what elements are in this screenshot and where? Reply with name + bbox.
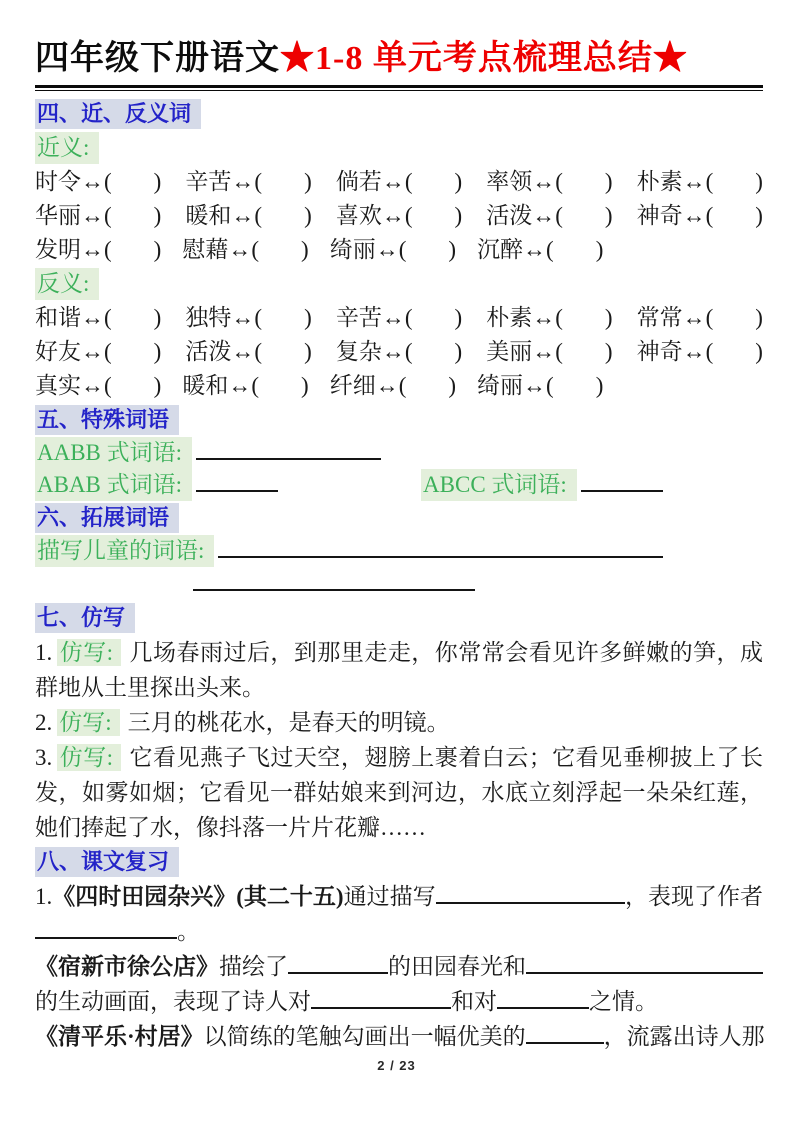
word-label: 神奇 <box>636 339 683 364</box>
page-number: 2 / 23 <box>377 1058 416 1073</box>
synonym-row <box>35 233 763 267</box>
fill-blank <box>35 919 177 939</box>
antonym-row <box>35 301 763 335</box>
arrow-open-paren-glyph: ↔( <box>682 169 714 194</box>
word-label: 暖和 <box>185 203 232 228</box>
close-paren-glyph: ) <box>604 305 613 330</box>
word-label: 活泼 <box>185 339 232 364</box>
close-paren-glyph: ) <box>755 305 763 330</box>
arrow-open-paren-glyph: ↔( <box>231 305 263 330</box>
word-label: 辛苦 <box>185 169 232 194</box>
imitation-item <box>35 705 763 740</box>
fill-blank <box>218 538 663 558</box>
close-paren-glyph: ) <box>454 203 463 228</box>
arrow-open-paren-glyph: ↔( <box>81 305 112 330</box>
page-title-red: ★1-8 单元考点梳理总结★ <box>280 40 688 77</box>
word-pair <box>336 301 462 335</box>
fill-blank <box>311 989 451 1009</box>
review-text: ，流露出诗人那 <box>603 1024 765 1049</box>
word-label: 独特 <box>185 305 232 330</box>
imitation-tag: 仿写: <box>57 639 121 666</box>
arrow-open-paren-glyph: ↔( <box>532 203 563 228</box>
word-pair <box>336 199 462 233</box>
arrow-open-paren-glyph: ↔( <box>523 373 554 398</box>
abab-label: ABAB 式词语: <box>35 469 192 501</box>
section-heading-text-review: 八、课文复习 <box>35 847 179 877</box>
imitation-text: 它看见燕子飞过天空，翅膀上裹着白云；它看见垂柳披上了长发，如雾如烟；它看见一群姑娘来到河边，水底立刻浮起一朵朵红莲，她们捧起了水，像抖落一片片花瓣…… <box>35 745 764 840</box>
children-words-line <box>35 535 763 567</box>
close-paren-glyph: ) <box>153 373 162 398</box>
fill-blank <box>436 884 625 904</box>
fill-blank <box>196 440 381 460</box>
word-pair <box>637 301 763 335</box>
review-line-1 <box>35 879 763 914</box>
close-paren-glyph: ) <box>454 305 463 330</box>
word-pair <box>486 165 612 199</box>
close-paren-glyph: ) <box>604 169 613 194</box>
close-paren-glyph: ) <box>153 169 162 194</box>
review-text: 的生动画面，表现了诗人对 <box>35 989 311 1014</box>
arrow-open-paren-glyph: ↔( <box>81 339 112 364</box>
word-label: 倘若 <box>335 169 382 194</box>
review-text: 以简练的笔触勾画出一幅优美的 <box>203 1024 526 1049</box>
arrow-open-paren-glyph: ↔( <box>532 305 563 330</box>
word-label: 和谐 <box>35 305 81 330</box>
close-paren-glyph: ) <box>595 373 604 398</box>
poem-title: 《四时田园杂兴》(其二十五) <box>52 884 344 909</box>
arrow-open-paren-glyph: ↔( <box>381 339 413 364</box>
section-heading-imitation: 七、仿写 <box>35 603 135 633</box>
aabb-line <box>35 437 763 469</box>
close-paren-glyph: ) <box>454 339 463 364</box>
word-pair <box>637 335 763 369</box>
arrow-open-paren-glyph: ↔( <box>228 237 260 262</box>
arrow-open-paren-glyph: ↔( <box>682 305 714 330</box>
word-pair <box>336 165 462 199</box>
review-line-3 <box>35 949 763 984</box>
arrow-open-paren-glyph: ↔( <box>682 203 714 228</box>
word-pair <box>35 233 161 267</box>
arrow-open-paren-glyph: ↔( <box>375 237 407 262</box>
abcc-label: ABCC 式词语: <box>421 469 577 501</box>
close-paren-glyph: ) <box>454 169 463 194</box>
fill-blank <box>497 989 589 1009</box>
word-pair <box>637 165 763 199</box>
word-pair <box>35 335 161 369</box>
arrow-open-paren-glyph: ↔( <box>81 203 112 228</box>
arrow-open-paren-glyph: ↔( <box>231 203 263 228</box>
review-text: 通过描写 <box>343 884 436 909</box>
word-label: 朴素 <box>636 169 683 194</box>
word-label: 辛苦 <box>335 305 382 330</box>
synonym-row <box>35 199 763 233</box>
item-number: 3. <box>35 745 53 770</box>
review-text: ，表现了作者 <box>625 884 763 909</box>
word-label: 纤细 <box>329 373 376 398</box>
close-paren-glyph: ) <box>755 339 763 364</box>
word-label: 华丽 <box>35 203 81 228</box>
close-paren-glyph: ) <box>755 169 763 194</box>
children-words-label: 描写儿童的词语: <box>35 535 214 567</box>
review-line-2 <box>35 914 763 949</box>
poem-title: 《宿新市徐公店》 <box>35 954 219 979</box>
word-label: 喜欢 <box>335 203 382 228</box>
review-text: 的田园春光和 <box>388 954 526 979</box>
antonym-row <box>35 369 763 403</box>
review-line-4 <box>35 984 763 1019</box>
arrow-open-paren-glyph: ↔( <box>81 169 112 194</box>
section-heading-extended-words: 六、拓展词语 <box>35 503 179 533</box>
close-paren-glyph: ) <box>595 237 604 262</box>
close-paren-glyph: ) <box>304 339 312 364</box>
page-title-black: 四年级下册语文 <box>35 40 280 77</box>
close-paren-glyph: ) <box>301 237 309 262</box>
section-heading-special-words: 五、特殊词语 <box>35 405 179 435</box>
imitation-item <box>35 740 763 845</box>
close-paren-glyph: ) <box>153 237 162 262</box>
word-label: 常常 <box>636 305 683 330</box>
close-paren-glyph: ) <box>153 203 162 228</box>
fill-blank <box>193 571 475 591</box>
close-paren-glyph: ) <box>755 203 763 228</box>
close-paren-glyph: ) <box>153 305 162 330</box>
review-text: 。 <box>177 919 200 944</box>
word-pair <box>486 301 612 335</box>
word-pair <box>185 165 311 199</box>
word-label: 绮丽 <box>329 237 376 262</box>
item-number: 2. <box>35 710 53 735</box>
imitation-tag: 仿写: <box>57 744 121 771</box>
arrow-open-paren-glyph: ↔( <box>523 237 554 262</box>
arrow-open-paren-glyph: ↔( <box>231 339 263 364</box>
imitation-item <box>35 635 763 705</box>
arrow-open-paren-glyph: ↔( <box>231 169 263 194</box>
synonyms-label: 近义: <box>35 132 99 164</box>
close-paren-glyph: ) <box>604 339 613 364</box>
fill-blank <box>526 954 763 974</box>
close-paren-glyph: ) <box>301 373 309 398</box>
imitation-text: 几场春雨过后，到那里走走，你常常会看见许多鲜嫩的笋，成群地从土里探出头来。 <box>35 640 764 700</box>
divider-thick-line <box>35 85 763 88</box>
item-number: 1. <box>35 884 53 909</box>
close-paren-glyph: ) <box>304 169 312 194</box>
word-label: 神奇 <box>636 203 683 228</box>
word-pair <box>185 301 311 335</box>
review-text: 和对 <box>451 989 497 1014</box>
word-pair <box>486 335 612 369</box>
arrow-open-paren-glyph: ↔( <box>381 305 413 330</box>
arrow-open-paren-glyph: ↔( <box>228 373 260 398</box>
fill-blank <box>288 954 388 974</box>
word-pair <box>185 335 311 369</box>
fill-blank <box>581 472 663 492</box>
imitation-items <box>35 635 763 845</box>
synonym-row <box>35 165 763 199</box>
word-label: 率领 <box>486 169 533 194</box>
arrow-open-paren-glyph: ↔( <box>81 373 112 398</box>
word-pair <box>637 199 763 233</box>
word-label: 活泼 <box>486 203 533 228</box>
word-pair <box>486 199 612 233</box>
word-label: 复杂 <box>335 339 382 364</box>
arrow-open-paren-glyph: ↔( <box>381 169 413 194</box>
fill-blank <box>526 1024 604 1044</box>
word-pair <box>35 369 161 403</box>
imitation-text: 三月的桃花水，是春天的明镜。 <box>127 710 450 735</box>
abab-abcc-line <box>35 469 763 501</box>
word-label: 绮丽 <box>477 373 524 398</box>
close-paren-glyph: ) <box>304 203 312 228</box>
antonym-row <box>35 335 763 369</box>
word-label: 时令 <box>35 169 81 194</box>
imitation-tag: 仿写: <box>57 709 119 736</box>
word-label: 发明 <box>35 237 81 262</box>
section-heading-synonyms-antonyms: 四、近、反义词 <box>35 99 201 129</box>
word-pair <box>330 233 456 267</box>
word-label: 真实 <box>35 373 81 398</box>
word-pair <box>336 335 462 369</box>
close-paren-glyph: ) <box>448 373 457 398</box>
poem-title: 《清平乐·村居》 <box>35 1024 204 1049</box>
word-pair <box>182 369 308 403</box>
word-pair <box>477 233 603 267</box>
fill-blank <box>196 472 278 492</box>
item-number: 1. <box>35 640 53 665</box>
arrow-open-paren-glyph: ↔( <box>532 339 563 364</box>
arrow-open-paren-glyph: ↔( <box>375 373 407 398</box>
review-line-5 <box>35 1019 763 1054</box>
review-text: 之情。 <box>589 989 658 1014</box>
close-paren-glyph: ) <box>604 203 613 228</box>
word-pair <box>477 369 603 403</box>
word-label: 暖和 <box>182 373 229 398</box>
word-pair <box>35 165 161 199</box>
divider-thin-line <box>35 90 763 91</box>
antonyms-label: 反义: <box>35 268 99 300</box>
arrow-open-paren-glyph: ↔( <box>81 237 112 262</box>
word-label: 朴素 <box>486 305 533 330</box>
close-paren-glyph: ) <box>448 237 457 262</box>
close-paren-glyph: ) <box>304 305 312 330</box>
word-pair <box>35 301 161 335</box>
word-label: 美丽 <box>486 339 533 364</box>
children-words-continuation-line <box>35 567 763 601</box>
review-text: 描绘了 <box>219 954 288 979</box>
page-title <box>35 36 763 82</box>
word-pair <box>182 233 308 267</box>
word-pair <box>185 199 311 233</box>
word-label: 好友 <box>35 339 81 364</box>
arrow-open-paren-glyph: ↔( <box>682 339 714 364</box>
word-label: 沉醉 <box>477 237 524 262</box>
word-pair <box>35 199 161 233</box>
word-pair <box>330 369 456 403</box>
word-label: 慰藉 <box>182 237 229 262</box>
title-divider <box>35 85 763 91</box>
arrow-open-paren-glyph: ↔( <box>532 169 563 194</box>
aabb-label: AABB 式词语: <box>35 437 192 469</box>
close-paren-glyph: ) <box>153 339 162 364</box>
arrow-open-paren-glyph: ↔( <box>381 203 413 228</box>
